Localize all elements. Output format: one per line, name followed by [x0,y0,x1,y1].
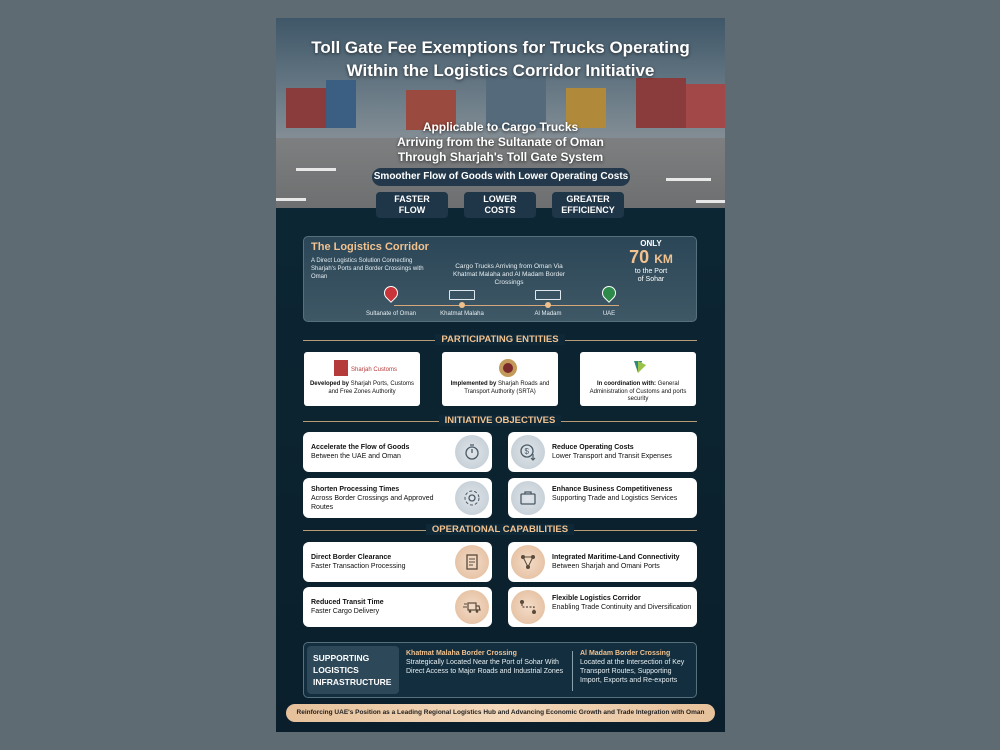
card-description: Faster Transaction Processing [311,563,406,570]
uae-customs-logo [608,357,668,379]
km-unit: KM [654,252,673,266]
entity-role: In coordination with: [596,381,656,387]
road-marking [696,200,725,203]
srta-logo [450,357,550,379]
road-marking [666,178,711,181]
card-text [552,443,692,461]
objective-card [508,478,697,518]
heading-text [303,524,697,536]
card-title: Accelerate the Flow of Goods [311,444,410,451]
card-title: Direct Border Clearance [311,554,392,561]
truck-icon [535,290,561,300]
uae-flag-pin-icon [599,283,619,303]
card-description: Supporting Trade and Logistics Services [552,495,678,502]
km-number: 70 [629,247,650,267]
crossing-description: Strategically Located Near the Port of Sohar With Direct Access to Major Roads and Industrial Zones [406,659,564,675]
capability-card [303,542,492,582]
oman-flag-pin-icon [381,283,401,303]
infrastructure-label [307,646,399,694]
port-line-1: to the Port [634,268,668,275]
fast-truck-icon [455,590,489,624]
capability-card [303,587,492,627]
route-stop-dot [459,302,465,308]
badge-line: COSTS [484,205,516,215]
tagline-pill: Smoother Flow of Goods with Lower Operating Costs [372,168,630,186]
card-description: Lower Transport and Transit Expenses [552,453,672,460]
hero-subtitle [276,120,725,165]
stop-label-al-madam: Al Madam [534,311,562,317]
footer-banner: Reinforcing UAE's Position as a Leading Regional Logistics Hub and Advancing Economic Growth and Trade Integration with Oman [286,704,715,722]
corridor-title: The Logistics Corridor [311,241,429,253]
card-text [311,553,451,571]
stop-label-oman: Sultanate of Oman [365,311,417,317]
title-line-1: Toll Gate Fee Exemptions for Trucks Operating [311,38,690,57]
divider [572,651,573,691]
stop-label-uae: UAE [602,311,616,317]
subtitle-line-1: Applicable to Cargo Trucks [422,120,579,134]
entity-card-srta [442,352,558,406]
corridor-description: A Direct Logistics Solution Connecting Sharjah's Ports and Border Crossings with Oman [311,258,424,280]
card-text [311,443,451,461]
page-title [276,36,725,82]
entity-name: Sharjah Ports, Customs and Free Zones Authority [328,381,415,395]
card-description: Between the UAE and Oman [311,453,401,460]
heading-text [303,334,697,346]
card-title: Reduce Operating Costs [552,444,634,451]
only-label: ONLY [640,239,662,248]
section-heading-capabilities [303,524,697,536]
card-description: Between Sharjah and Omani Ports [552,563,660,570]
label-line: INFRASTRUCTURE [313,677,392,687]
entity-role: Implemented by [450,381,497,387]
money-down-icon [511,435,545,469]
al-madam-info [580,649,692,685]
objective-card [508,432,697,472]
stopwatch-icon [455,435,489,469]
logistics-corridor-panel [303,236,697,322]
badge-lower-costs [464,192,536,218]
gear-cycle-icon [455,481,489,515]
corridor-route-text: Cargo Trucks Arriving from Oman Via Khatmat Malaha and Al Madam Border Crossings [452,263,565,286]
entity-card-sharjah-customs [304,352,420,406]
section-heading-objectives [303,415,697,427]
port-line-2: of Sohar [637,276,665,283]
distance-value [616,248,686,268]
card-title: Flexible Logistics Corridor [552,595,641,602]
document-icon [455,545,489,579]
sharjah-customs-logo [332,357,398,379]
briefcase-icon [511,481,545,515]
route-icon [511,590,545,624]
card-description: Across Border Crossings and Approved Routes [311,495,434,511]
badge-line: EFFICIENCY [561,205,615,215]
capability-card [508,587,697,627]
entity-caption [304,379,420,396]
card-description: Enabling Trade Continuity and Diversification [552,604,692,611]
section-heading-entities [303,334,697,346]
crossing-title: Al Madam Border Crossing [580,650,671,657]
entity-role: Developed by [309,381,349,387]
title-line-2: Within the Logistics Corridor Initiative [346,61,655,80]
crossing-title: Khatmat Malaha Border Crossing [406,650,517,657]
subtitle-line-3: Through Sharjah's Toll Gate System [397,150,604,164]
heading-text [303,415,697,427]
badge-line: FASTER [394,194,430,204]
crossing-description: Located at the Intersection of Key Transport Routes, Supporting Import, Exports and Re-exports [580,659,685,684]
badge-line: LOWER [483,194,517,204]
road-marking [296,168,336,171]
capability-card [508,542,697,582]
card-text [311,485,451,512]
infrastructure-panel [303,642,697,698]
khatmat-malaha-info [406,649,564,676]
card-title: Shorten Processing Times [311,486,400,493]
heading-label: PARTICIPATING ENTITIES [435,334,564,345]
road-marking [276,198,306,201]
card-text [552,594,692,612]
badge-line: GREATER [566,194,610,204]
entity-name: Sharjah Roads and Transport Authority (SRTA) [464,381,550,395]
badge-faster-flow [376,192,448,218]
card-title: Reduced Transit Time [311,599,384,606]
logo-text: Sharjah Customs [351,367,398,373]
card-text [552,485,692,503]
label-line: SUPPORTING [313,653,370,663]
card-text [552,553,692,571]
entity-caption [580,379,696,404]
badge-line: FLOW [398,205,426,215]
route-stop-dot [545,302,551,308]
svg-text:$: $ [524,447,529,456]
subtitle-line-2: Arriving from the Sultanate of Oman [397,135,604,149]
stop-label-khatmat-malaha: Khatmat Malaha [440,311,484,317]
infographic-poster [276,18,725,732]
badge-greater-efficiency [552,192,624,218]
objective-card [303,478,492,518]
entity-card-uae-customs [580,352,696,406]
route-line [394,305,619,306]
heading-label: INITIATIVE OBJECTIVES [439,415,562,426]
heading-label: OPERATIONAL CAPABILITIES [426,524,574,535]
label-line: LOGISTICS [313,665,359,675]
entity-name: General Administration of Customs and ports security [589,381,687,402]
truck-icon [449,290,475,300]
card-text [311,598,451,616]
objective-card [303,432,492,472]
network-icon [511,545,545,579]
card-title: Integrated Maritime-Land Connectivity [552,554,680,561]
card-title: Enhance Business Competitiveness [552,486,673,493]
distance-callout [616,239,686,284]
card-description: Faster Cargo Delivery [311,608,380,615]
entity-caption [442,379,558,396]
